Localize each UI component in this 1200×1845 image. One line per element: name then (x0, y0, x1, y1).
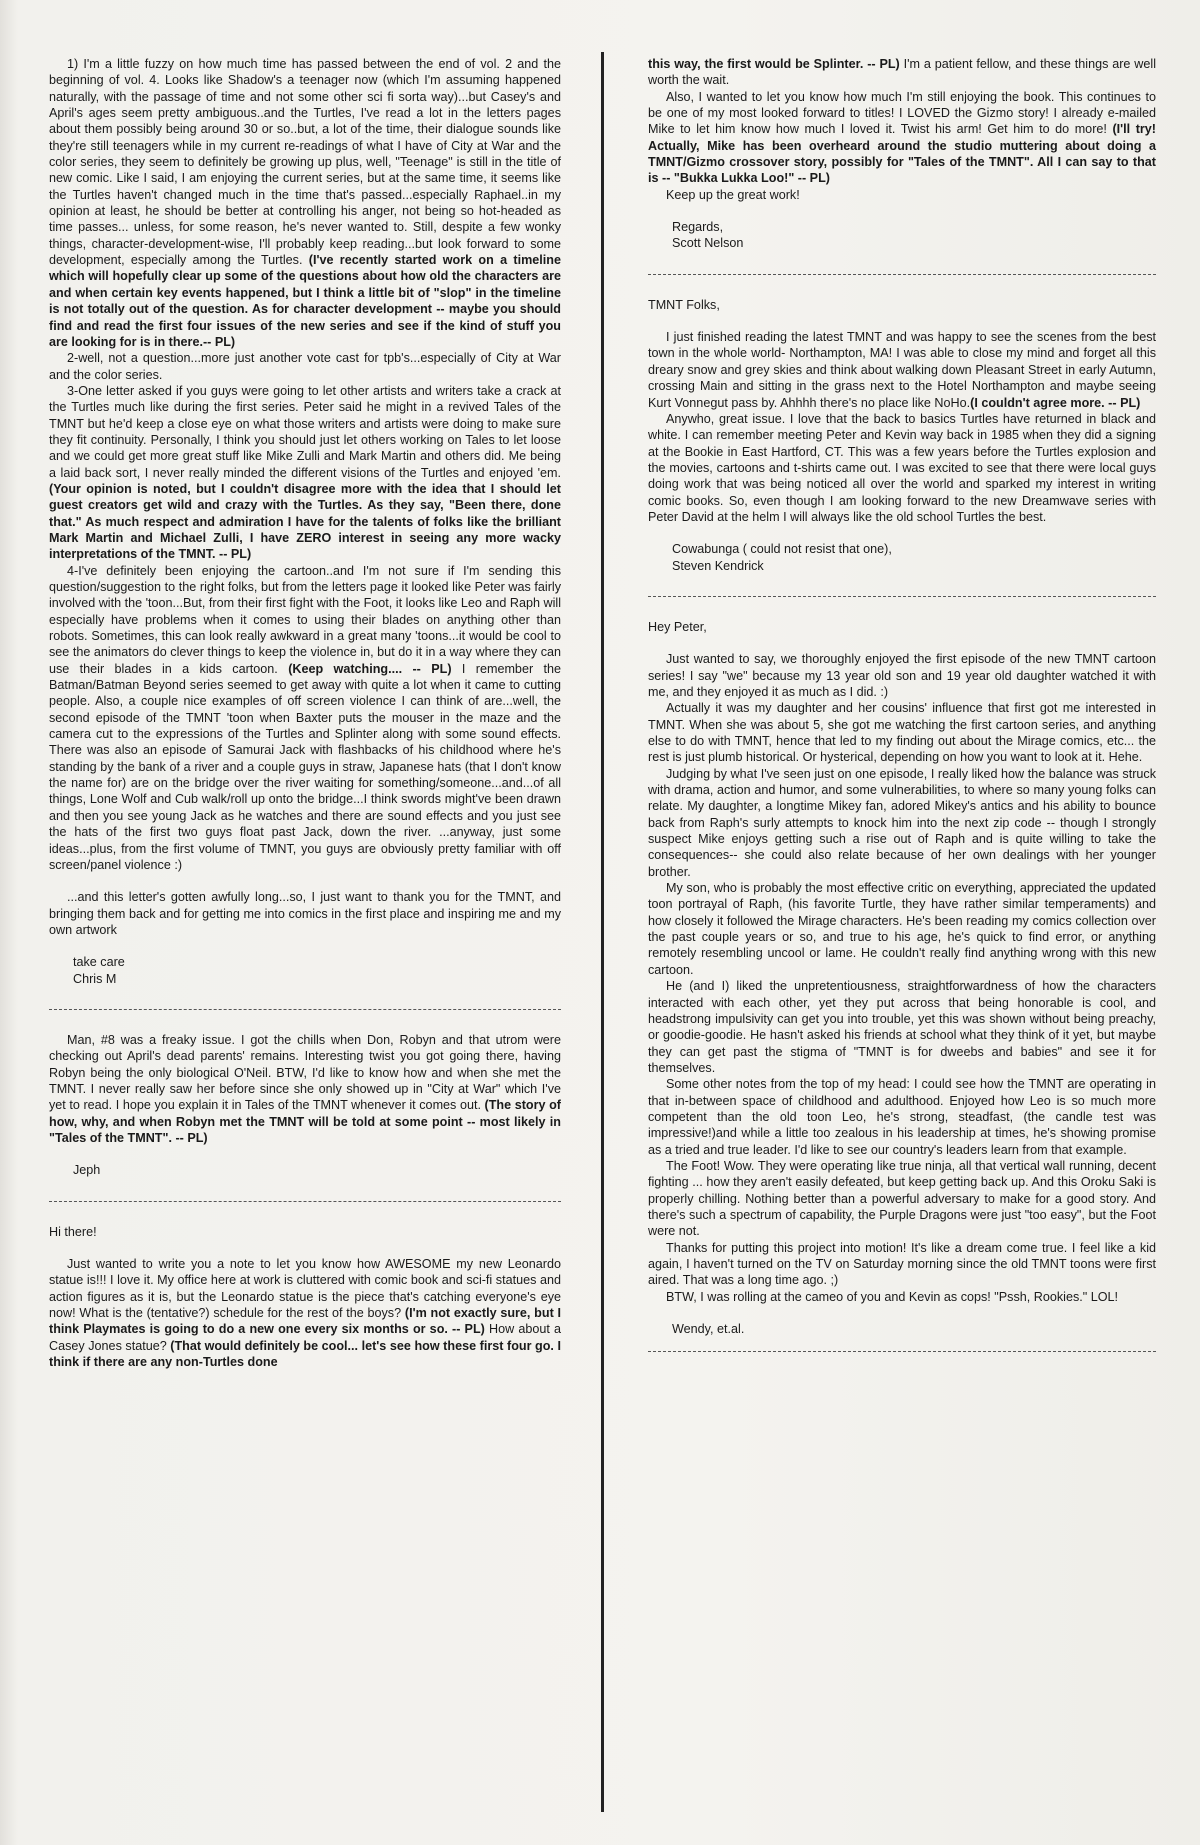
letter-separator (49, 1201, 561, 1202)
editor-reply: (Your opinion is noted, but I couldn't disagree more with the idea that I should let guest creators get wild and crazy with the Turtles. As they say, "Been there, done that." As much respect and admiration I have for the talents of folks like the brilliant Mark Martin and Michael Zulli, I have ZERO interest in seeing any more wacky interpretations of the TMNT. -- PL) (49, 481, 561, 562)
letter-paragraph: I just finished reading the latest TMNT and was happy to see the scenes from the best town in the whole world- Northampton, MA! I was able to close my mind and forget all this dreary snow and grey skies and think about walking down Pleasant Street in early Autumn, crossing Main and sitting in the grass next to the Hotel Northampton and maybe seeing Kurt Vonnegut pass by. Ahhhh there's no place like NoHo. (648, 330, 1156, 410)
letter-paragraph: How about a Casey Jones statue? (49, 1322, 562, 1353)
letter-paragraph: I'm a patient fellow, and these things are well worth the wait. (648, 57, 1156, 88)
greeting: Hi there! (49, 1224, 97, 1239)
signature: Chris M (73, 971, 117, 986)
letter-paragraph: Some other notes from the top of my head: I could see how the TMNT are operating in that in-between space of childhood and adulthood. Enjoyed how Leo is so much more competent than the old toon Leo, he's strong, steadfast, (the candle test was impressive!)and while a little too zealous in his leadership at times, he's showing promise as a tried and true leader. I'd like to see our country's leaders learn from that example. (648, 1077, 1156, 1157)
editor-reply: (The story of how, why, and when Robyn met the TMNT will be told at some point -- most likely in "Tales of the TMNT". -- PL) (49, 1098, 561, 1145)
letter-paragraph: Man, #8 was a freaky issue. I got the chills when Don, Robyn and that utrom were checking out April's dead parents' remains. Interesting twist you got going there, having Robyn being the only biological O'Neil. BTW, I'd like to know how and when she met the TMNT. I never really saw her before since she only showed up in "City at War" which I've yet to read. I hope you explain it in Tales of the TMNT whenever it comes out. (49, 1032, 561, 1113)
letter-paragraph: 3-One letter asked if you guys were going to let other artists and writers take a crack at the Turtles much like during the first series. Peter said he might in a revived Tales of the TMNT but he'd keep a close eye on what those writers and artists were doing to make sure they fit continuity. Personally, I think you should just let others working on Tales to let loose and we could get more great stuff like Mike Zulli and Mark Martin and others did. Me being a laid back sort, I never really minded the different visions of the Turtles and enjoyed 'em. (49, 383, 561, 480)
letter-paragraph: Judging by what I've seen just on one episode, I really liked how the balance was struck with drama, action and humor, and some vulnerabilities, to where so many young folks can relate. My daughter, a longtime Mikey fan, adored Mikey's antics and his ability to bounce back from Raph's surly attempts to knock him into the next zip code -- though I strongly suspect Mike enjoys getting such a rise out of Raph and is quite willing to take the consequences-- she could also relate because of her own dealings with her younger brother. (648, 766, 1156, 879)
signoff: Regards, (672, 220, 724, 235)
column-divider (601, 52, 604, 1812)
letter-paragraph: BTW, I was rolling at the cameo of you and Kevin as cops! "Pssh, Rookies." LOL! (666, 1289, 1119, 1304)
letter-paragraph: 4-I've definitely been enjoying the cartoon..and I'm not sure if I'm sending this question/suggestion to the right folks, but from the letters page it looked like Peter was fairly involved with the 'toon...But, from their first fight with the Foot, it looks like Leo and Raph will especially have problems when it comes to using their blades on anything other than robots. Sometimes, this can look really awkward in a great many 'toons...it would be cool to see the animators do clever things to keep the violence in, but do it in a way where they can use their blades in a kids cartoon. (49, 563, 561, 676)
letter-paragraph: He (and I) liked the unpretentiousness, straightforwardness of how the characters interacted with each other, yet they put across that being honorable is cool, and headstrong impulsivity can get you into trouble, yet this was shown without being preachy, or goodie-goodie. He hasn't asked his friends at school what they think of it yet, but maybe they can get past the stigma of "TMNT is for dweebs and babies" and see it for themselves. (648, 979, 1156, 1075)
letter-paragraph: The Foot! Wow. They were operating like true ninja, all that vertical wall running, decent fighting ... how they aren't easily defeated, but keep getting back up. And this Oroku Saki is properly chilling. Nothing better than a powerful adversary to make for a good story. And there's such a spectrum of capability, the Purple Dragons were just "too easy", but the Foot were not. (648, 1158, 1156, 1239)
editor-reply: this way, the first would be Splinter. -- PL) (648, 57, 900, 71)
letter-paragraph: My son, who is probably the most effective critic on everything, appreciated the updated toon portrayal of Raph, (his favorite Turtle, they have rather similar temperaments) and how closely it followed the Mirage characters. He's been reading my comics collection over the past couple years or so, and true to his age, he's quick to find error, or anything remotely resembling uncool or lame. He couldn't really find anything wrong with this new cartoon. (648, 881, 1156, 977)
signature: Jeph (73, 1163, 101, 1178)
letter-paragraph: Just wanted to write you a note to let you know how AWESOME my new Leonardo statue is!!! I love it. My office here at work is cluttered with comic book and sci-fi statues and action figures as it is, but the Leonardo statue is the piece that's catching everyone's eye now! What is the (tentative?) schedule for the rest of the boys? (49, 1257, 561, 1321)
editor-reply: (I'll try! Actually, Mike has been overheard around the studio muttering about doing a TMNT/Gizmo crossover story, possibly for "Tales of the TMNT". All I can say to that is -- "Bukka Lukka Loo!" -- PL) (648, 122, 1156, 186)
letter-paragraph: I remember the Batman/Batman Beyond series seemed to get away with quite a lot when it came to cutting people. Also, a couple nice examples of off screen violence I can think of are...well, the second episode of the TMNT 'toon when Baxter puts the mouser in the maze and the camera cut to the expressions of the Turtles and Splinter along with some sound effects. There was also an episode of Samurai Jack with flashbacks of his childhood where he's standing by the bank of a river and a couple guys in straw, Japanese hats (that I don't know the name for) are on the bridge over the river waiting for something/someone...and...of all things, Lone Wolf and Cub walk/roll up onto the bridge...I think swords might've been drawn and then you see young Jack as he watches and there are sound effects and you just see the hats of the first two guys float past Jack, down the river. ...anyway, just some ideas...plus, from the first volume of TMNT, you guys are obviously pretty familiar with off screen/panel violence :) (49, 661, 562, 872)
signoff: Cowabunga ( could not resist that one), (672, 542, 892, 557)
right-column (648, 56, 1156, 1358)
signature: Wendy, et.al. (672, 1322, 745, 1337)
letter-paragraph: Keep up the great work! (666, 187, 800, 202)
letter-jeph (49, 1032, 561, 1179)
editor-reply: (I'm not exactly sure, but I think Playmates is going to do a new one every six months or so. -- PL) (49, 1306, 562, 1337)
letter-paragraph: Just wanted to say, we thoroughly enjoyed the first episode of the new TMNT cartoon series! I say "we" because my 13 year old son and 19 year old daughter watched it with me, and they enjoyed it as much as I did. :) (648, 652, 1156, 699)
greeting: TMNT Folks, (648, 297, 720, 312)
left-column (49, 56, 561, 1370)
letter-paragraph: ...and this letter's gotten awfully long...so, I just want to thank you for the TMNT, and bringing them back and for getting me into comics in the first place and inspiring me and my own artwork (49, 890, 561, 937)
letter-separator (648, 596, 1156, 597)
letter-wendy (648, 619, 1156, 1352)
letter-statue (49, 1224, 561, 1371)
letter-paragraph: Thanks for putting this project into motion! It's like a dream come true. I feel like a kid again, I haven't turned on the TV on Saturday morning since the old TMNT toons were first aired. That was a long time ago. ;) (648, 1240, 1156, 1288)
signature: Scott Nelson (672, 236, 744, 251)
greeting: Hey Peter, (648, 619, 707, 634)
letter-scott-nelson (648, 56, 1156, 252)
letter-paragraph: 1) I'm a little fuzzy on how much time has passed between the end of vol. 2 and the beginning of vol. 4. Looks like Shadow's a teenager now (which I'm assuming happened naturally, with the passage of time and not some other sci fi sorta way)...but Casey's and April's ages seem pretty ambiguous..and the Turtles, I've read a lot in the letters pages about them possibly being around 30 or so..but, a lot of the time, their dialogue sounds like they're still teenagers while in my current re-readings of what I have of City at War and the color series, they seem to definitely be growing up plus, well, "Teenage" is still in the title of new comic. Like I said, I am enjoying the current series, but at the same time, it seems like the Turtles haven't changed much in the time that's passed...especially Raphael..in my opinion at least, he should be better at controlling his anger, not being so hot-headed as time passes... unless, for some reason, he's never wanted to. Still, despite a few wonky things, character-development-wise, I'll probably keep reading...but look forward to some development, especially among the Turtles. (49, 57, 561, 268)
letter-paragraph: Also, I wanted to let you know how much I'm still enjoying the book. This continues to be one of my most looked forward to titles! I LOVED the Gizmo story! I already e-mailed Mike to let him know how much I loved it. Twist his arm! Get him to do more! (648, 89, 1156, 137)
editor-reply: (That would definitely be cool... let's see how these first four go. I think if there are any non-Turtles done (49, 1338, 561, 1370)
letter-paragraph: 2-well, not a question...more just another vote cast for tpb's...especially of City at War and the color series. (49, 351, 561, 382)
editor-reply: (I couldn't agree more. -- PL) (970, 395, 1141, 410)
letter-separator (648, 274, 1156, 275)
editor-reply: (Keep watching.... -- PL) (288, 661, 452, 676)
letter-chris-m (49, 56, 561, 987)
letter-paragraph: Anywho, great issue. I love that the back to basics Turtles have returned in black and white. I can remember meeting Peter and Kevin way back in 1985 when they did a signing at the Bookie in East Hartford, CT. This was a few years before the Turtles explosion and the movies, cartoons and t-shirts came out. I was excited to see that there were local guys doing work that was being noticed all over the world and sparked my interest in writing comic books. So, even though I am looking forward to the new Dreamwave series with Peter David at the helm I will always like the old school Turtles the best. (648, 411, 1156, 524)
signoff: take care (73, 955, 125, 970)
editor-reply: (I've recently started work on a timeline which will hopefully clear up some of the questions about how old the characters are and when certain key events happened, but I think a little bit of "slop" in the timeline is not totally out of the question. As for character development -- maybe you should find and read the first four issues of the new series and see if the kind of stuff you are looking for is in there.-- PL) (49, 253, 562, 349)
letter-paragraph: Actually it was my daughter and her cousins' influence that first got me interested in TMNT. When she was about 5, she got me watching the first cartoon series, and anything else to do with TMNT, hence that led to my finding out about the Mirage comics, etc... the rest is just plumb historical. Or hysterical, depending on how you want to look at it. Hehe. (648, 701, 1156, 765)
signature: Steven Kendrick (672, 558, 764, 573)
letter-separator (49, 1009, 561, 1010)
letter-steven-kendrick (648, 297, 1156, 574)
letter-separator (648, 1351, 1156, 1352)
